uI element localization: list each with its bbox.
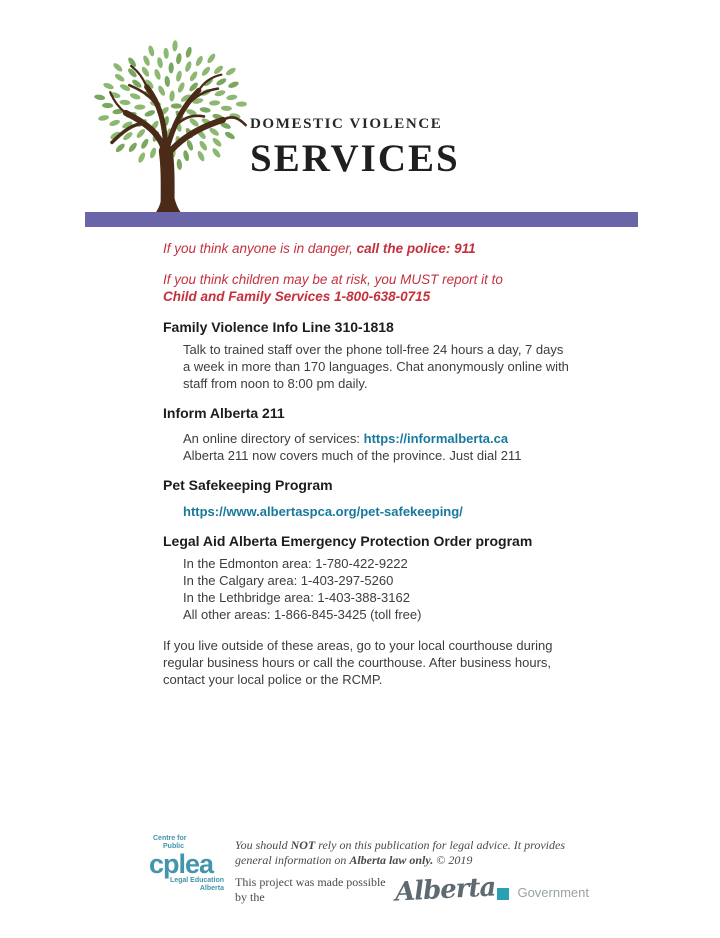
phone-line-other: All other areas: 1-866-845-3425 (toll free) xyxy=(183,607,422,622)
body-line: regular business hours or call the courthouse. After business hours, xyxy=(163,655,552,670)
police-alert xyxy=(163,240,603,257)
disclaimer-copyright: © 2019 xyxy=(433,853,473,867)
alberta-logo-square xyxy=(497,888,509,900)
cplea-alberta: Alberta xyxy=(199,885,224,892)
title-domestic-violence: DOMESTIC VIOLENCE xyxy=(250,116,443,132)
legal-aid-phone-list xyxy=(163,555,603,623)
project-credit-row xyxy=(235,872,589,908)
albertaspca-link[interactable]: https://www.albertaspca.org/pet-safekeeping/ xyxy=(183,504,463,519)
cplea-logo xyxy=(149,835,227,905)
inform-alberta-body xyxy=(163,430,603,464)
family-violence-body xyxy=(163,341,603,392)
body-line: contact your local police or the RCMP. xyxy=(163,672,383,687)
heading-pet-safekeeping: Pet Safekeeping Program xyxy=(163,477,333,493)
body-line xyxy=(183,430,603,447)
content-column xyxy=(163,240,603,688)
heading-legal-aid: Legal Aid Alberta Emergency Protection Order program xyxy=(163,533,533,549)
document-title xyxy=(250,116,460,181)
police-alert-text: If you think anyone is in danger, xyxy=(163,241,357,256)
phone-line-edmonton: In the Edmonton area: 1-780-422-9222 xyxy=(183,556,408,571)
informalberta-link[interactable]: https://informalberta.ca xyxy=(363,431,509,446)
project-credit-text: This project was made possible by the xyxy=(235,875,386,904)
body-line: Talk to trained staff over the phone toll-free 24 hours a day, 7 days xyxy=(183,342,564,357)
outside-areas-paragraph xyxy=(163,637,603,688)
cplea-wordmark: cplea xyxy=(149,849,214,879)
disclaimer-alberta-law: Alberta law only. xyxy=(349,853,434,867)
police-alert-bold: call the police: 911 xyxy=(356,241,476,256)
cplea-legal-education: Legal Education xyxy=(169,877,224,884)
footer xyxy=(149,833,589,908)
title-services: SERVICES xyxy=(250,137,460,180)
legal-disclaimer xyxy=(235,838,583,868)
phone-line-lethbridge: In the Lethbridge area: 1-403-388-3162 xyxy=(183,590,410,605)
accent-divider-bar xyxy=(85,212,638,227)
children-alert-line2: Child and Family Services 1-800-638-0715 xyxy=(163,289,431,304)
body-line: Alberta 211 now covers much of the province. Just dial 211 xyxy=(183,448,522,463)
disclaimer-text: rely on this publication for legal advice. It provides general information on xyxy=(235,838,565,867)
cplea-centre-for: Centre for xyxy=(153,835,187,842)
tree-logo xyxy=(84,40,258,218)
cplea-logo-bottom xyxy=(149,877,227,893)
children-alert-line1: If you think children may be at risk, you MUST report it to xyxy=(163,272,503,287)
disclaimer-text: You should xyxy=(235,838,291,852)
heading-inform-alberta: Inform Alberta 211 xyxy=(163,405,285,421)
phone-line-calgary: In the Calgary area: 1-403-297-5260 xyxy=(183,573,394,588)
alberta-government-logo: Alberta xyxy=(394,872,497,908)
heading-family-violence-info-line: Family Violence Info Line 310-1818 xyxy=(163,319,394,335)
disclaimer-not: NOT xyxy=(290,838,316,852)
cplea-public: Public xyxy=(163,843,185,850)
government-label: Government xyxy=(517,884,589,900)
body-line: staff from noon to 8:00 pm daily. xyxy=(183,376,368,391)
footer-text xyxy=(235,833,589,908)
children-alert xyxy=(163,271,603,305)
directory-text: An online directory of services: xyxy=(183,431,364,446)
body-line: a week in more than 170 languages. Chat anonymously online with xyxy=(183,359,569,374)
body-line: If you live outside of these areas, go to your local courthouse during xyxy=(163,638,553,653)
pet-safekeeping-body xyxy=(163,503,603,520)
